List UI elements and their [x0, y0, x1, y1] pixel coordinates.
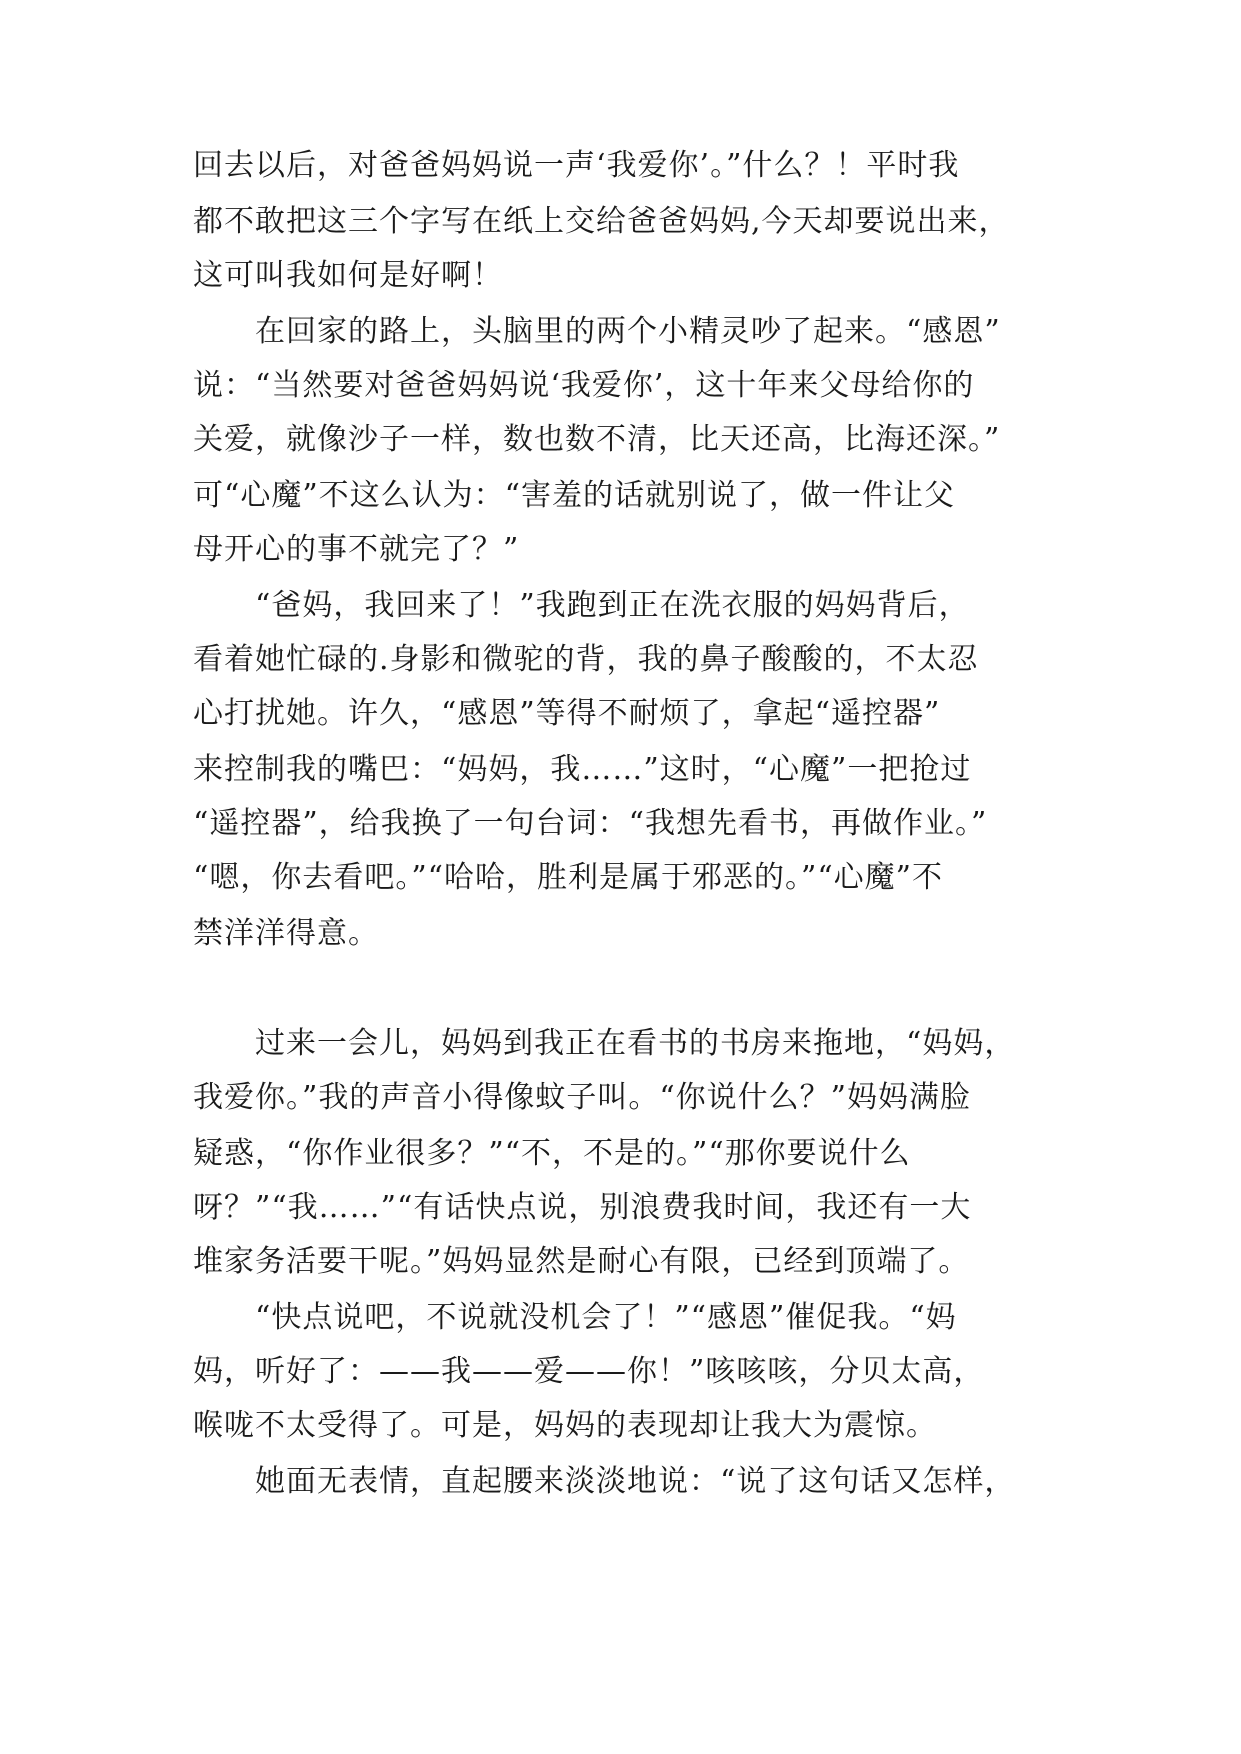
text-line: 我爱你。”我的声音小得像蚊子叫。“你说什么？”妈妈满脸	[193, 1080, 972, 1115]
text-line: 呀？”“我……”“有话快点说，别浪费我时间，我还有一大	[193, 1190, 972, 1225]
text-line: 疑惑，“你作业很多？”“不，不是的。”“那你要说什么	[193, 1136, 911, 1171]
text-line: “遥控器”，给我换了一句台词：“我想先看书，再做作业。”	[193, 806, 988, 841]
text-line: 可“心魔”不这么认为：“害羞的话就别说了，做一件让父	[193, 478, 956, 513]
text-line: 她面无表情，直起腰来淡淡地说：“说了这句话又怎样，	[255, 1464, 1016, 1499]
text-line: “快点说吧，不说就没机会了！”“感恩”催促我。“妈	[255, 1300, 957, 1335]
text-line: 说：“当然要对爸爸妈妈说‘我爱你’，这十年来父母给你的	[193, 368, 975, 403]
text-line: 在回家的路上，头脑里的两个小精灵吵了起来。“感恩”	[255, 314, 1001, 349]
text-line: 这可叫我如何是好啊！	[193, 258, 503, 293]
text-line: 堆家务活要干呢。”妈妈显然是耐心有限，已经到顶端了。	[193, 1244, 970, 1279]
text-line: 心打扰她。许久，“感恩”等得不耐烦了，拿起“遥控器”	[193, 696, 941, 731]
text-line: 看着她忙碌的.身影和微驼的背，我的鼻子酸酸的，不太忍	[193, 642, 979, 677]
text-line: 过来一会儿，妈妈到我正在看书的书房来拖地，“妈妈，	[255, 1026, 1016, 1061]
text-line: 来控制我的嘴巴：“妈妈，我……”这时，“心魔”一把抢过	[193, 752, 972, 787]
text-line: 禁洋洋得意。	[193, 916, 379, 951]
text-line: 都不敢把这三个字写在纸上交给爸爸妈妈,今天却要说出来，	[193, 204, 1010, 239]
text-line: 妈，听好了：——我——爱——你！”咳咳咳，分贝太高，	[193, 1354, 985, 1389]
text-line: 回去以后，对爸爸妈妈说一声‘我爱你’。”什么？！平时我	[193, 148, 960, 183]
text-line: 关爱，就像沙子一样，数也数不清，比天还高，比海还深。”	[193, 422, 1001, 457]
text-line: 母开心的事不就完了？”	[193, 532, 520, 567]
text-line: “嗯，你去看吧。”“哈哈，胜利是属于邪恶的。”“心魔”不	[193, 860, 944, 895]
text-line: 喉咙不太受得了。可是，妈妈的表现却让我大为震惊。	[193, 1408, 937, 1443]
text-line: “爸妈，我回来了！”我跑到正在洗衣服的妈妈背后，	[255, 588, 970, 623]
